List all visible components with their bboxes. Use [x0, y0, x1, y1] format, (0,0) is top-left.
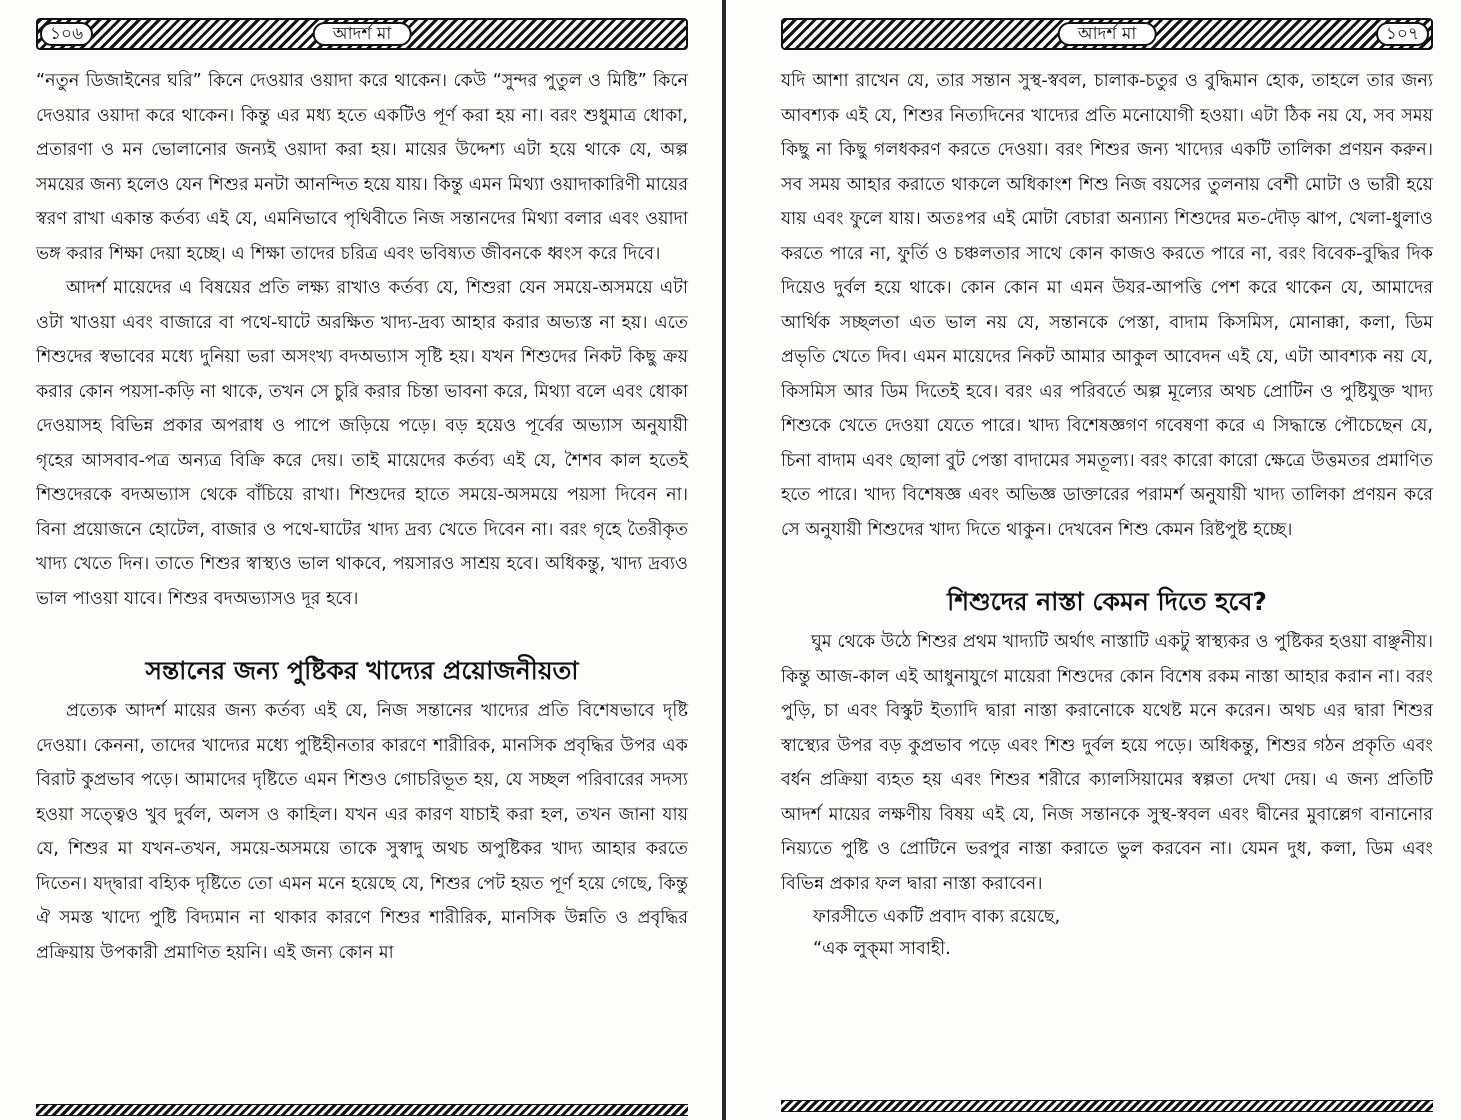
- left-paragraph-1: “নতুন ডিজাইনের ঘরি” কিনে দেওয়ার ওয়াদা করে থাকেন। কেউ “সুন্দর পুতুল ও মিষ্টি” কিনে দেওয়ার ওয়াদা করে থাকেন। কিন্তু এর মধ্য হতে একটিও পূর্ণ করা হয় না। বরং শুধুমাত্র ধোকা, প্রতারণা ও মন ভোলানোর জন্যই ওয়াদা করা হয়। মায়ের উদ্দেশ্য এটা হয়ে থাকে যে, অল্প সময়ের জন্য হলেও যেন শিশুর মনটা আনন্দিত হয়ে যায়। কিন্তু এমন মিথ্যা ওয়াদাকারিণী মায়ের স্বরণ রাখা একান্ত কর্তব্য এই যে, এমনিভাবে পৃথিবীতে নিজ সন্তানদের মিথ্যা বলার এবং ওয়াদা ভঙ্গ করার শিক্ষা দেয়া হচ্ছে। এ শিক্ষা তাদের চরিত্র এবং ভবিষ্যত জীবনকে ধ্বংস করে দিবে।: [36, 71, 688, 264]
- right-page: [781, 18, 1433, 1120]
- left-header-title: আদর্শ মা: [313, 22, 412, 46]
- right-page-body: [781, 64, 1433, 965]
- left-page-number: ১০৬: [40, 22, 93, 46]
- right-page-header: [781, 18, 1433, 50]
- right-section-heading: শিশুদের নাস্তা কেমন দিতে হবে?: [947, 587, 1267, 616]
- right-quote-line-1: ফারসীতে একটি প্রবাদ বাক্য রয়েছে,: [813, 907, 1061, 927]
- right-quote-line-2: “এক লুক্‌মা সাবাহী.: [813, 939, 951, 959]
- right-paragraph-2: ঘুম থেকে উঠে শিশুর প্রথম খাদ্যটি অর্থাৎ নাস্তাটি একটু স্বাস্থ্যকর ও পুষ্টিকর হওয়া বাঞ্ছনীয়। কিন্তু আজ-কাল এই আধুনাযুগে মায়েরা শিশুদের কোন বিশেষ রকম নাস্তা আহার করান না। বরং পুড়ি, চা এবং বিস্কুট ইত্যাদি দ্বারা নাস্তা করানোকে যথেষ্ট মনে করেন। অথচ এর দ্বারা শিশুর স্বাস্থ্যের উপর বড় কুপ্রভাব পড়ে এবং শিশু দুর্বল হয়ে পড়ে। অধিকন্তু, শিশুর গঠন প্রকৃতি এবং বর্ধন প্রক্রিয়া ব্যহত হয় এবং শিশুর শরীরে ক্যালসিয়ামের স্বল্পতা দেখা দেয়। এ জন্য প্রতিটি আদর্শ মায়ের লক্ষণীয় বিষয় এই যে, নিজ সন্তানকে সুস্থ-স্ববল এবং দ্বীনের মুবাল্লেগ বানানোর নিয়্যতে পুষ্টি ও প্রোটিনে ভরপুর নাস্তা করাতে ভুল করবেন না। যেমন দুধ, কলা, ডিম এবং বিভিন্ন প্রকার ফল দ্বারা নাস্তা করাবেন।: [781, 632, 1433, 894]
- right-page-number: ১০৭: [1376, 22, 1429, 46]
- right-header-title: আদর্শ মা: [1058, 22, 1157, 46]
- left-paragraph-3: প্রত্যেক আদর্শ মায়ের জন্য কর্তব্য এই যে, নিজ সন্তানের খাদ্যের প্রতি বিশেষভাবে দৃষ্টি দেওয়া। কেননা, তাদের খাদ্যের মধ্যে পুষ্টিহীনতার কারণে শারীরিক, মানসিক প্রবৃদ্ধির উপর এক বিরাট কুপ্রভাব পড়ে। আমাদের দৃষ্টিতে এমন শিশুও গোচরিভূত হয়, যে সচ্ছল পরিবারের সদস্য হওয়া সত্ত্বেও খুব দুর্বল, অলস ও কাহিল। যখন এর কারণ যাচাই করা হল, তখন জানা যায় যে, শিশুর মা যখন-তখন, সময়ে-অসময়ে তাকে সুস্বাদু অথচ অপুষ্টিকর খাদ্য আহার করতে দিতেন। যদ্দ্বারা বহ্যিক দৃষ্টিতে তো এমন মনে হয়েছে যে, শিশুর পেট হয়ত পূর্ণ হয়ে গেছে, কিন্তু ঐ সমস্ত খাদ্যে পুষ্টি বিদ্যমান না থাকার কারণে শিশুর শারীরিক, মানসিক উন্নতি ও প্রবৃদ্ধির প্রক্রিয়ায় উপকারী প্রমাণিত হয়নি। এই জন্য কোন মা: [36, 701, 688, 963]
- left-page-body: [36, 64, 688, 970]
- left-page: [36, 18, 688, 1120]
- right-footer-rule: [781, 1100, 1433, 1112]
- left-page-header: [36, 18, 688, 50]
- right-paragraph-1: যদি আশা রাখেন যে, তার সন্তান সুস্থ-স্ববল, চালাক-চতুর ও বুদ্ধিমান হোক, তাহলে তার জন্য আবশ্যক এই যে, শিশুর নিত্যদিনের খাদ্যের প্রতি মনোযোগী হওয়া। এটা ঠিক নয় যে, সব সময় কিছু না কিছু গলধকরণ করতে দেওয়া। বরং শিশুর জন্য খাদ্যের একটি তালিকা প্রণয়ন করুন। সব সময় আহার করাতে থাকলে অধিকাংশ শিশু নিজ বয়সের তুলনায় বেশী মোটা ও ভারী হয়ে যায় এবং ফুলে যায়। অতঃপর এই মোটা বেচারা অন্যান্য শিশুদের মত-দৌড় ঝাপ, খেলা-ধুলাও করতে পারে না, ফুর্তি ও চঞ্চলতার সাথে কোন কাজও করতে পারে না, বরং বিবেক-বুদ্ধির দিক দিয়েও দুর্বল হয়ে থাকে। কোন কোন মা এমন উযর-আপত্তি পেশ করে থাকেন যে, আমাদের আর্থিক সচ্ছলতা এত ভাল নয় যে, সন্তানকে পেস্তা, বাদাম কিসমিস, মোনাক্কা, কলা, ডিম প্রভৃতি খেতে দিব। এমন মায়েদের নিকট আমার আকুল আবেদন এই যে, এটা আবশ্যক নয় যে, কিসমিস আর ডিম দিতেই হবে। বরং এর পরিবর্তে অল্প মূল্যের অথচ প্রোটিন ও পুষ্টিযুক্ত খাদ্য শিশুকে খেতে দেওয়া যেতে পারে। খাদ্য বিশেষজ্ঞগণ গবেষণা করে এ সিদ্ধান্তে পৌচেছেন যে, চিনা বাদাম এবং ছোলা বুট পেস্তা বাদামের সমতূল্য। বরং কারো কারো ক্ষেত্রে উত্তমতর প্রমাণিত হতে পারে। খাদ্য বিশেষজ্ঞ এবং অভিজ্ঞ ডাক্তারের পরামর্শ অনুযায়ী খাদ্য তালিকা প্রণয়ন করে সে অনুযায়ী শিশুদের খাদ্য দিতে থাকুন। দেখবেন শিশু কেমন রিষ্টপুষ্ট হচ্ছে।: [781, 71, 1433, 540]
- left-footer-rule: [36, 1104, 688, 1116]
- left-section-heading: সন্তানের জন্য পুষ্টিকর খাদ্যের প্রয়োজনীয়তা: [145, 656, 579, 685]
- left-paragraph-2: আদর্শ মায়েদের এ বিষয়ের প্রতি লক্ষ্য রাখাও কর্তব্য যে, শিশুরা যেন সময়ে-অসময়ে এটা ওটা খাওয়া এবং বাজারে বা পথে-ঘাটে অরক্ষিত খাদ্য-দ্রব্য আহার করার অভ্যস্ত না হয়। এতে শিশুদের স্বভাবের মধ্যে দুনিয়া ভরা অসংখ্য বদঅভ্যাস সৃষ্টি হয়। যখন শিশুদের নিকট কিছু ক্রয় করার কোন পয়সা-কড়ি না থাকে, তখন সে চুরি করার চিন্তা ভাবনা করে, মিথ্যা বলে এবং ধোকা দেওয়াসহ বিভিন্ন প্রকার অপরাধ ও পাপে জড়িয়ে পড়ে। বড় হয়েও পূর্বের অভ্যাস অনুযায়ী গৃহের আসবাব-পত্র অন্যত্র বিক্রি করে দেয়। তাই মায়েদের কর্তব্য এই যে, শৈশব কাল হতেই শিশুদেরকে বদঅভ্যাস থেকে বাঁচিয়ে রাখা। শিশুদের হাতে সময়ে-অসময়ে পয়সা দিবেন না। বিনা প্রয়োজনে হোটেল, বাজার ও পথে-ঘাটের খাদ্য দ্রব্য খেতে দিবেন না। বরং গৃহে তৈরীকৃত খাদ্য খেতে দিন। তাতে শিশুর স্বাস্থ্যও ভাল থাকবে, পয়সারও সাশ্রয় হবে। অধিকন্তু, খাদ্য দ্রব্যও ভাল পাওয়া যাবে। শিশুর বদঅভ্যাসও দূর হবে।: [36, 278, 688, 609]
- book-gutter: [722, 0, 726, 1120]
